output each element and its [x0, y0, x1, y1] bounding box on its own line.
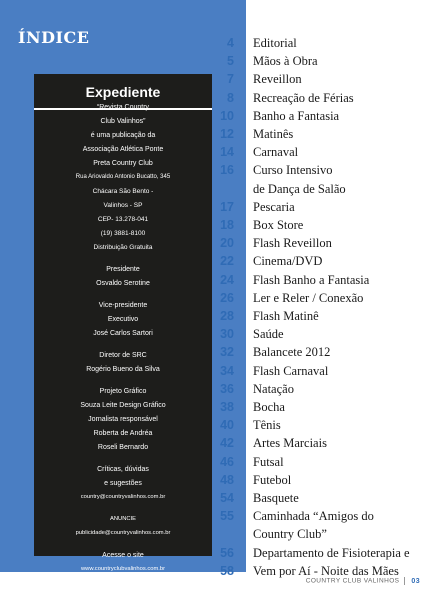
footer-page-number: 03 — [411, 577, 420, 585]
toc-page-number: 4 — [227, 36, 234, 50]
toc-entry-label[interactable]: Natação — [253, 381, 294, 396]
toc-page-number: 28 — [220, 309, 234, 323]
expediente-line: Projeto Gráfico — [99, 388, 147, 395]
page-footer — [306, 577, 420, 585]
expediente-line: Valinhos - SP — [103, 202, 143, 209]
toc-page-number: 40 — [220, 418, 234, 433]
toc-page-number: 26 — [220, 290, 234, 305]
toc-entry-label[interactable]: Saúde — [253, 327, 284, 342]
toc-entry-label[interactable]: Departamento de Fisioterapia e — [253, 545, 410, 560]
toc-entry-label[interactable]: Carnaval — [253, 145, 299, 160]
expediente-line: Roberta de Andréa — [93, 430, 153, 437]
toc-entry-label[interactable]: Ler e Reler / Conexão — [253, 290, 364, 305]
toc-page-number: 16 — [220, 163, 234, 178]
toc-entry-label[interactable]: Matinês — [253, 127, 294, 141]
toc-page-number: 42 — [220, 436, 234, 451]
toc-page-number: 48 — [220, 472, 234, 487]
toc-page-number: 20 — [220, 236, 234, 251]
expediente-line: Vice-presidente — [98, 302, 148, 309]
toc-page-number: 5 — [227, 54, 234, 69]
expediente-line: Jornalista responsável — [88, 416, 158, 423]
toc-entry-label[interactable]: Flash Reveillon — [253, 236, 332, 251]
toc-page-number: 18 — [220, 218, 234, 232]
toc-entry-label[interactable]: Cinema/DVD — [253, 254, 323, 269]
toc-page-number: 12 — [220, 127, 234, 141]
toc-page-number: 58 — [220, 563, 234, 578]
toc-entry-label[interactable]: Flash Matinê — [253, 309, 319, 323]
toc-entry-label[interactable]: Editorial — [253, 36, 297, 50]
expediente-line: Osvaldo Serotine — [96, 280, 150, 287]
toc-page-number: 22 — [220, 254, 234, 269]
toc-page-number: 7 — [227, 72, 234, 87]
toc-page-number: 30 — [220, 327, 234, 342]
expediente-line: www.countryclubvalinhos.com.br — [80, 566, 166, 572]
toc-entry-label[interactable]: Pescaria — [253, 199, 295, 214]
expediente-line: Preta Country Club — [93, 160, 153, 167]
expediente-line: é uma publicação da — [90, 132, 156, 139]
toc-entry-label[interactable]: Balancete 2012 — [253, 345, 331, 360]
toc-entry-label[interactable]: Banho a Fantasia — [253, 108, 340, 123]
toc-page-number: 32 — [220, 345, 234, 360]
expediente-line: publicidade@countryvalinhos.com.br — [75, 530, 171, 536]
toc-page-number: 34 — [220, 363, 234, 378]
expediente-line: Presidente — [106, 266, 140, 273]
expediente-line: Rua Ariovaldo Antonio Bucatto, 345 — [75, 174, 171, 180]
toc-entry-label[interactable]: Flash Carnaval — [253, 363, 329, 378]
toc-entry-label[interactable]: Bocha — [253, 400, 285, 414]
toc-page-number: 54 — [220, 491, 234, 505]
expediente-line: Distribuição Gratuita — [93, 244, 153, 251]
expediente-line: country@countryvalinhos.com.br — [80, 494, 166, 500]
toc-page-number: 17 — [220, 199, 234, 214]
toc-entry-label[interactable]: Curso Intensivo — [253, 163, 333, 178]
expediente-line: e sugestões — [104, 480, 142, 487]
toc-entry-label[interactable]: de Dança de Salão — [253, 181, 346, 196]
expediente-line: Roseli Bernardo — [97, 444, 149, 451]
toc-entry-label[interactable]: Flash Banho a Fantasia — [253, 272, 370, 287]
toc-entry-label[interactable]: Recreação de Férias — [253, 90, 354, 105]
expediente-line: Associação Atlética Ponte — [82, 146, 164, 153]
toc-page-number: 38 — [220, 400, 234, 414]
expediente-line: “Revista Country — [96, 104, 150, 111]
expediente-line: Chácara São Bento - — [92, 188, 154, 195]
toc-entry-label[interactable]: Futsal — [253, 454, 284, 469]
footer-magazine-name: COUNTRY CLUB VALINHOS — [305, 577, 400, 585]
toc-page-number: 36 — [220, 381, 234, 396]
toc-entry-label[interactable]: Tênis — [253, 418, 281, 433]
expediente-line: Diretor de SRC — [99, 352, 147, 359]
page-title: ÍNDICE — [18, 28, 90, 47]
toc-entry-label[interactable]: Vem por Aí - Noite das Mães — [253, 563, 399, 578]
toc-page-number: 14 — [220, 145, 234, 160]
expediente-line: Executivo — [107, 316, 139, 323]
toc-page-number: 24 — [220, 272, 234, 287]
expediente-line: Críticas, dúvidas — [97, 466, 149, 473]
footer-divider — [404, 577, 405, 585]
toc-entry-label[interactable]: Futebol — [253, 472, 292, 487]
expediente-line: Club Valinhos” — [100, 118, 146, 125]
toc-page-number: 56 — [220, 545, 234, 560]
expediente-line: (19) 3881-8100 — [100, 230, 146, 237]
toc-page-number: 55 — [220, 509, 234, 524]
expediente-line: Souza Leite Design Gráfico — [80, 402, 166, 409]
toc-entry-label[interactable]: Basquete — [253, 491, 299, 505]
expediente-line: CEP- 13.278-041 — [97, 216, 149, 223]
toc-entry-label[interactable]: Caminhada “Amigos do — [253, 509, 374, 524]
toc-entry-label[interactable]: Country Club” — [253, 527, 327, 542]
toc-page-number: 8 — [227, 90, 234, 105]
toc-entry-label[interactable]: Box Store — [253, 218, 304, 232]
toc-page-number: 10 — [220, 108, 234, 123]
toc-entry-label[interactable]: Reveillon — [253, 72, 302, 87]
toc-entry-label[interactable]: Artes Marciais — [253, 436, 327, 451]
expediente-line: José Carlos Sartori — [93, 330, 153, 337]
expediente-heading: Expediente — [85, 84, 161, 100]
toc-page-number: 46 — [220, 454, 234, 469]
expediente-line: Acesse o site — [102, 552, 144, 559]
expediente-line: Rogério Bueno da Silva — [86, 366, 160, 373]
expediente-line: ANUNCIE — [109, 516, 137, 522]
toc-entry-label[interactable]: Mãos à Obra — [253, 54, 318, 69]
